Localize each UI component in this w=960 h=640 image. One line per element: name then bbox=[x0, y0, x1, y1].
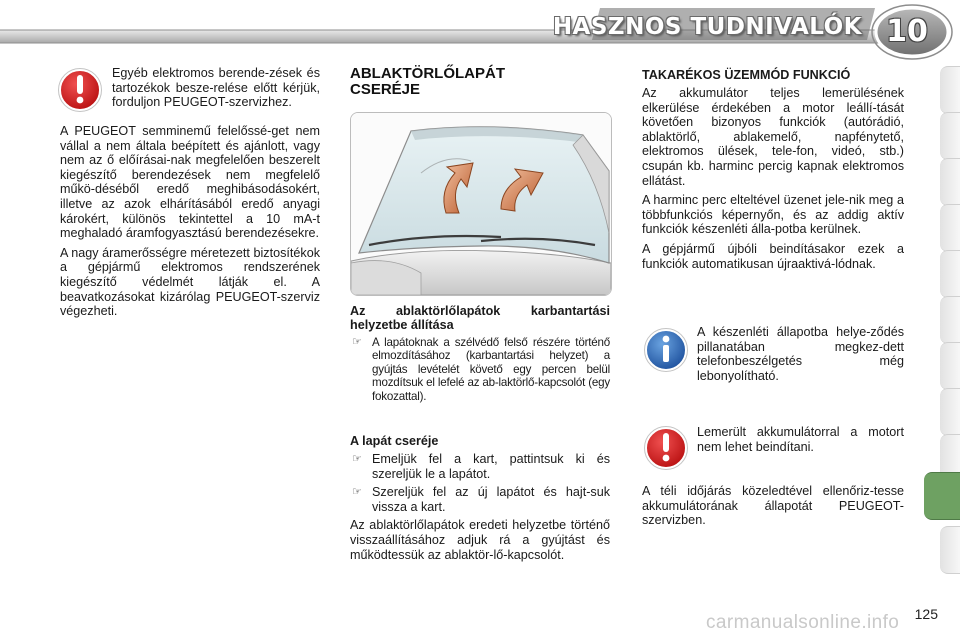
maintenance-heading: Az ablaktörlőlapátok karbantartási helyzetbe állítása bbox=[350, 304, 610, 332]
left-column bbox=[60, 124, 320, 324]
warning-icon bbox=[644, 424, 688, 472]
replacement-bullet bbox=[350, 485, 610, 514]
info-text: A készenléti állapotba helye-ződés pillanatában megkez-dett telefonbeszélgetés még lebonyolítható. bbox=[697, 325, 904, 383]
chapter-tab[interactable] bbox=[940, 66, 960, 114]
left-warning-text: Egyéb elektromos berende-zések és tartozékok besze-relése előtt kérjük, forduljon PEUGEOT-szervizhez. bbox=[112, 66, 320, 110]
winter-check-paragraph bbox=[642, 484, 904, 533]
battery-warning-text: Lemerült akkumulátorral a motort nem lehet beindítani. bbox=[697, 425, 904, 454]
economy-mode-section bbox=[642, 68, 904, 276]
left-paragraph: A nagy áramerősségre méretezett biztosítékok a gépjármű elektromos rendszerének kiegészítő védelmét látják el. A beavatkozásokat kizárólag PEUGEOT-szerviz végezheti. bbox=[60, 245, 320, 319]
chapter-tab[interactable] bbox=[940, 158, 960, 206]
economy-paragraph: A harminc perc elteltével üzenet jele-nik meg a többfunkciós képernyőn, és az addig aktív funkciók készenléti álla-potba kerülnek. bbox=[642, 193, 904, 237]
left-paragraph: A PEUGEOT semminemű felelőssé-get nem vállal a nem általa beépített és ajánlott, vagy nem az ő előírásai-nak megfelelően beszerelt kiegészítő berendezések nem megfelelő műkö-déséből eredő meghibásodásokért, illetve az azok elhárításából eredő anyagi károkért, különös tekintettel a 10 mA-t meghaladó áramfogyasztású berendezésekre. bbox=[60, 124, 320, 241]
blade-replacement-section bbox=[350, 434, 610, 567]
pointing-hand-icon: ☞ bbox=[352, 453, 362, 465]
replacement-bullet bbox=[350, 452, 610, 481]
replacement-bullet-text: Emeljük fel a kart, pattintsuk ki és szereljük le a lapátot. bbox=[372, 452, 610, 481]
maintenance-bullet-text: A lapátoknak a szélvédő felső részére történő elmozdításához (karbantartási helyzet) a gyújtás levételét követő egy percen belül mozdítsuk el lefelé az ab-laktörlő-kapcsolót (egy fokozattal). bbox=[372, 336, 610, 403]
chapter-number: 10 bbox=[886, 14, 928, 49]
windshield-drawing bbox=[351, 113, 611, 295]
warning-icon bbox=[58, 66, 102, 114]
economy-heading: TAKARÉKOS ÜZEMMÓD FUNKCIÓ bbox=[642, 68, 851, 82]
page-title: HASZNOS TUDNIVALÓK bbox=[552, 14, 862, 40]
pointing-hand-icon: ☞ bbox=[352, 486, 362, 499]
replacement-paragraph: Az ablaktörlőlapátok eredeti helyzetbe történő visszaállításához adjuk rá a gyújtást és működtessük az ablaktör-lő-kapcsolót. bbox=[350, 518, 610, 562]
chapter-tab[interactable] bbox=[940, 204, 960, 252]
chapter-tab[interactable] bbox=[940, 526, 960, 574]
info-icon bbox=[644, 326, 688, 374]
chapter-tab[interactable] bbox=[940, 388, 960, 436]
replacement-heading: A lapát cseréje bbox=[350, 434, 439, 448]
wiper-title-line: ABLAKTÖRLŐLAPÁT bbox=[350, 65, 505, 82]
economy-paragraph: A gépjármű újbóli beindításakor ezek a funkciók automatikusan újraaktivá-lódnak. bbox=[642, 241, 904, 271]
chapter-tab[interactable] bbox=[940, 296, 960, 344]
replacement-bullet-text: Szereljük fel az új lapátot és hajt-suk vissza a kart. bbox=[372, 485, 610, 514]
wiper-section-title bbox=[350, 66, 610, 98]
chapter-tab[interactable] bbox=[940, 112, 960, 160]
maintenance-bullet bbox=[350, 336, 610, 403]
chapter-tab[interactable] bbox=[940, 250, 960, 298]
chapter-tab-active[interactable] bbox=[924, 472, 960, 520]
chapter-tab[interactable] bbox=[940, 342, 960, 390]
watermark: carmanualsonline.info bbox=[706, 612, 900, 633]
economy-paragraph: Az akkumulátor teljes lemerülésének elkerülése érdekében a motor leállí-tását követően bizonyos funkciók (autórádió, ablaktörlő, ablakemelő, napfénytető, elektromos ülések, tele-fon, videó, stb.) csupán kb. harminc percig kapnak elektromos ellátást. bbox=[642, 86, 904, 188]
wiper-title-line: CSERÉJE bbox=[350, 81, 421, 98]
winter-paragraph: A téli időjárás közeledtével ellenőriz-tesse akkumulátorának állapotát PEUGEOT-szervizben. bbox=[642, 484, 904, 528]
pointing-hand-icon: ☞ bbox=[352, 336, 362, 348]
page-number: 125 bbox=[914, 606, 938, 622]
chapter-tabs bbox=[928, 66, 960, 576]
page-header bbox=[0, 0, 960, 60]
windshield-illustration bbox=[350, 112, 612, 296]
wiper-maintenance-section bbox=[350, 304, 610, 407]
